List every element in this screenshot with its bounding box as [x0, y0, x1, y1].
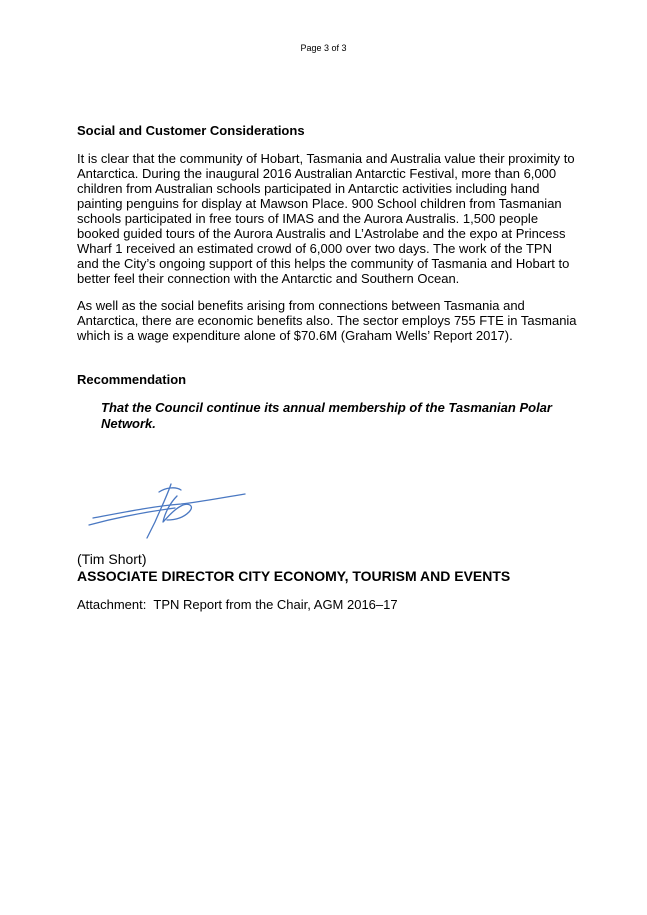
signature-image: [85, 478, 255, 540]
social-considerations-heading: Social and Customer Considerations: [77, 123, 305, 138]
recommendation-heading: Recommendation: [77, 372, 187, 387]
attachment-label: Attachment:: [77, 597, 147, 612]
signature-stroke: [159, 488, 181, 492]
signatory-title: ASSOCIATE DIRECTOR CITY ECONOMY, TOURISM AND EVENTS: [77, 568, 511, 584]
social-considerations-paragraph: It is clear that the community of Hobart, Tasmania and Australia value their proximity to Antarctica. During the inaugural 2016 Australian Antarctic Festival, more than 6,000 children from Australian schools participated in Antarctic activities including hand painting penguins for display at Mawson Place. 900 School children from Tasmanian schools participated in free tours of IMAS and the Aurora Australis. 1,500 people booked guided tours of the Aurora Australis and L’Astrolabe and the expo at Princess Wharf 1 received an estimated crowd of 6,000 over two days. The work of the TPN and the City’s ongoing support of this helps the community of Tasmania and Hobart to better feel their connection with the Antarctic and Southern Ocean.: [77, 151, 575, 286]
attachment-text: TPN Report from the Chair, AGM 2016–17: [153, 597, 398, 612]
economic-benefits-paragraph: As well as the social benefits arising from connections between Tasmania and Antarctica, there are economic benefits also. The sector employs 755 FTE in Tasmania which is a wage expenditure alone of $70.6M (Graham Wells’ Report 2017).: [77, 298, 577, 343]
page-number: Page 3 of 3: [300, 43, 347, 53]
attachment-line: [77, 597, 398, 612]
recommendation-text: That the Council continue its annual membership of the Tasmanian Polar Network.: [101, 400, 552, 431]
signatory-name: (Tim Short): [77, 551, 147, 567]
signature-stroke: [163, 496, 191, 522]
